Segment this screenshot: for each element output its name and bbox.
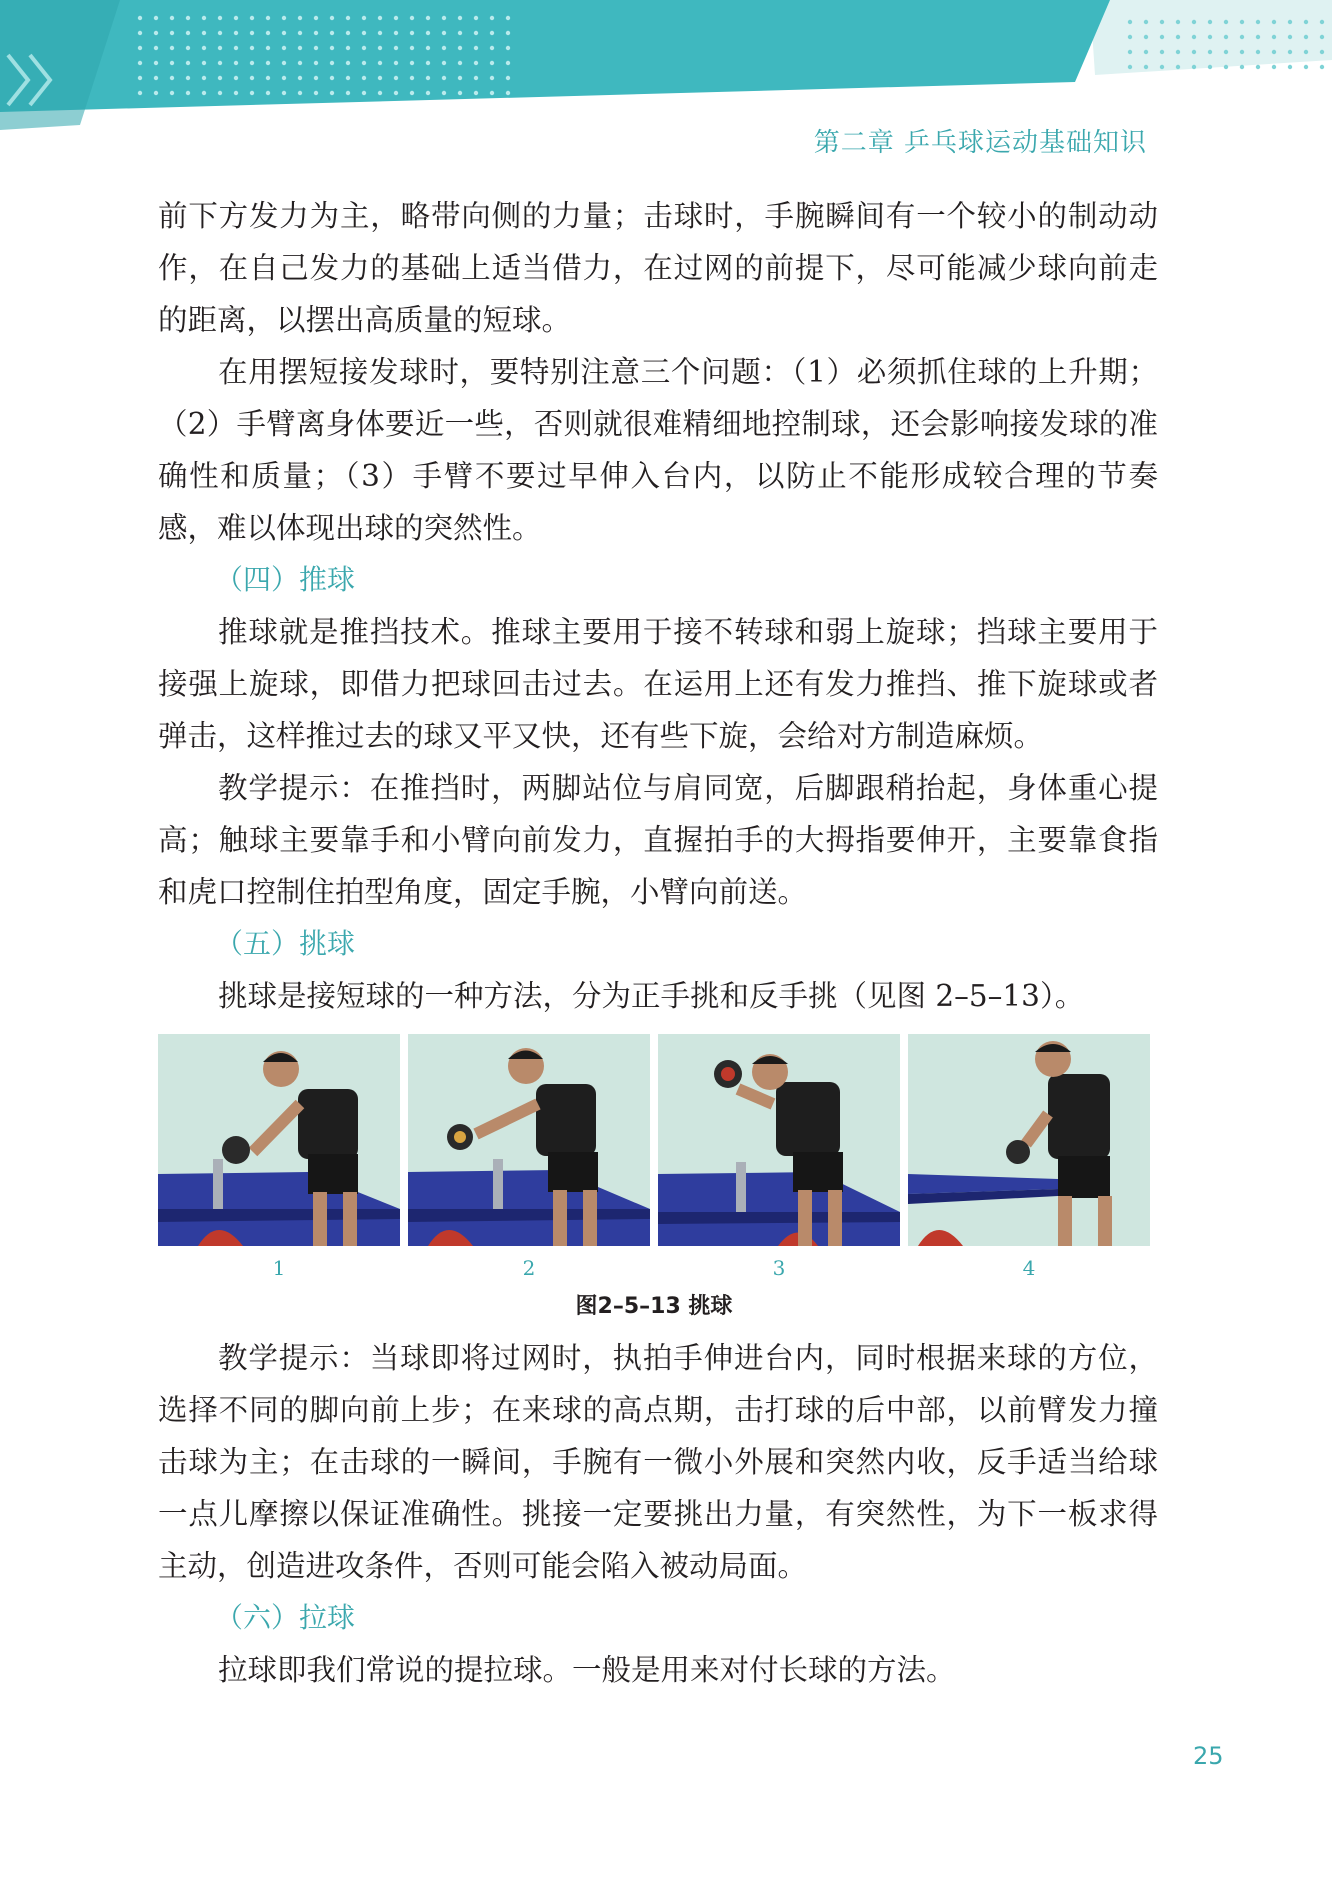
paragraph: 挑球是接短球的一种方法，分为正手挑和反手挑（见图 2–5–13）。: [218, 979, 1085, 1013]
photo-frame-1: [158, 1034, 400, 1280]
paragraph: 前下方发力为主，略带向侧的力量；击球时，手腕瞬间有一个较小的制动动作，在自己发力的基础上适当借力，在过网的前提下，尽可能减少球向前走的距离，以摆出高质量的短球。: [158, 199, 1158, 337]
photo-frame-3: [658, 1034, 900, 1280]
player-photo-4: [908, 1034, 1150, 1246]
section-heading-loop: （六）拉球: [215, 1601, 356, 1634]
photo-frame-2: [408, 1034, 650, 1280]
player-photo-2: [408, 1034, 650, 1246]
paragraph: 拉球即我们常说的提拉球。一般是用来对付长球的方法。: [218, 1653, 956, 1687]
chapter-title: 第二章 乒乓球运动基础知识: [813, 128, 1147, 158]
photo-frame-4: [908, 1034, 1150, 1280]
paragraph: 在用摆短接发球时，要特别注意三个问题：（1）必须抓住球的上升期；（2）手臂离身体要近一些，否则就很难精细地控制球，还会影响接发球的准确性和质量；（3）手臂不要过早伸入台内，以防止不能形成较合理的节奏感，难以体现出球的突然性。: [158, 355, 1158, 545]
paragraph: 推球就是推挡技术。推球主要用于接不转球和弱上旋球；挡球主要用于接强上旋球，即借力把球回击过去。在运用上还有发力推挡、推下旋球或者弹击，这样推过去的球又平又快，还有些下旋，会给对方制造麻烦。: [158, 615, 1158, 753]
photo-number: 4: [1022, 1256, 1036, 1280]
paragraph: 教学提示：在推挡时，两脚站位与肩同宽，后脚跟稍抬起，身体重心提高；触球主要靠手和小臂向前发力，直握拍手的大拇指要伸开，主要靠食指和虎口控制住拍型角度，固定手腕，小臂向前送。: [158, 771, 1158, 909]
photo-number: 3: [772, 1256, 786, 1280]
photo-number: 2: [522, 1256, 536, 1280]
player-photo-1: [158, 1034, 400, 1246]
photo-number: 1: [272, 1256, 286, 1280]
header-banner: [0, 0, 1332, 135]
page-number: 25: [1193, 1742, 1224, 1770]
player-photo-3: [658, 1034, 900, 1246]
paragraph: 教学提示：当球即将过网时，执拍手伸进台内，同时根据来球的方位，选择不同的脚向前上步；在来球的高点期，击打球的后中部，以前臂发力撞击球为主；在击球的一瞬间，手腕有一微小外展和突然内收，反手适当给球一点儿摩擦以保证准确性。挑接一定要挑出力量，有突然性，为下一板求得主动，创造进攻条件，否则可能会陷入被动局面。: [158, 1341, 1158, 1583]
photo-sequence: [158, 1034, 1150, 1280]
section-heading-flick: （五）挑球: [215, 927, 356, 960]
figure-caption: 图2–5–13 挑球: [575, 1294, 733, 1319]
section-heading-push: （四）推球: [215, 563, 356, 596]
page-content: [158, 190, 1158, 1696]
